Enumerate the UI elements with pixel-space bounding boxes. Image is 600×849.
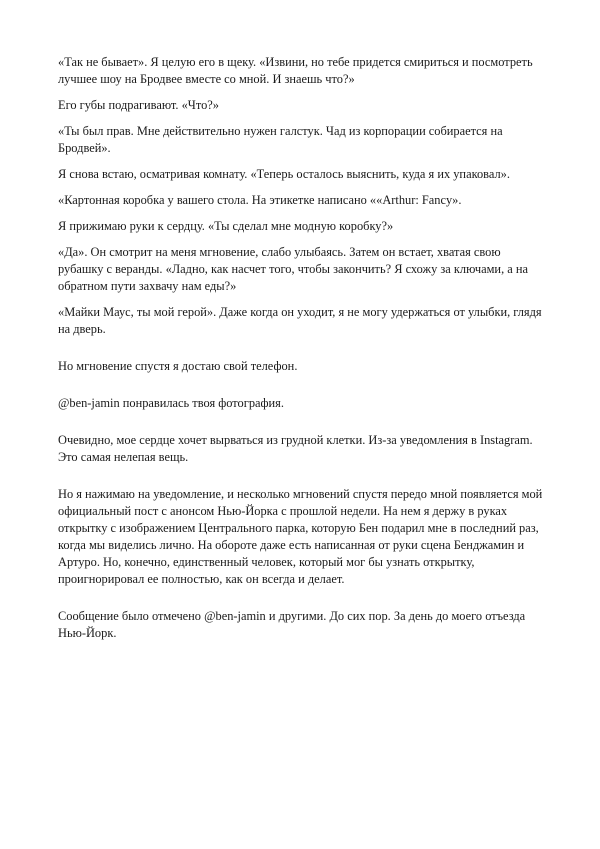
paragraph: «Ты был прав. Мне действительно нужен галстук. Чад из корпорации собирается на Бродвей». — [58, 124, 503, 155]
paragraph: «Да». Он смотрит на меня мгновение, слабо улыбаясь. Затем он встает, хватая свою рубашку с веранды. «Ладно, как насчет того, чтобы закончить? Я схожу за ключами, а на обратном пути захвачу нам еды?» — [58, 245, 528, 293]
paragraph: Я снова встаю, осматривая комнату. «Теперь осталось выяснить, куда я их упаковал». — [58, 167, 510, 181]
paragraph: Сообщение было отмечено @ben-jamin и другими. До сих пор. За день до моего отъезда Нью-Йорк. — [58, 609, 526, 640]
paragraph: «Картонная коробка у вашего стола. На этикетке написано ««Arthur: Fancy». — [58, 193, 462, 207]
paragraph: Но мгновение спустя я достаю свой телефон. — [58, 359, 298, 373]
paragraph: «Так не бывает». Я целую его в щеку. «Извини, но тебе придется смириться и посмотреть лучшее шоу на Бродвее вместе со мной. И знаешь что?» — [58, 55, 533, 86]
paragraph: «Майки Маус, ты мой герой». Даже когда он уходит, я не могу удержаться от улыбки, глядя на дверь. — [58, 305, 542, 336]
paragraph: Очевидно, мое сердце хочет вырваться из грудной клетки. Из-за уведомления в Instagram. Это самая нелепая вещь. — [58, 433, 533, 464]
paragraph: Его губы подрагивают. «Что?» — [58, 98, 220, 112]
paragraph: Я прижимаю руки к сердцу. «Ты сделал мне модную коробку?» — [58, 219, 394, 233]
document-body — [58, 54, 548, 642]
paragraph: @ben-jamin понравилась твоя фотография. — [58, 396, 284, 410]
paragraph: Но я нажимаю на уведомление, и несколько мгновений спустя передо мной появляется мой официальный пост с анонсом Нью-Йорка с прошлой недели. На нем я держу в руках открытку с изображением Центрального парка, которую Бен подарил мне в последний раз, когда мы виделись лично. На обороте даже есть написанная от руки сцена Бенджамин и Артуро. Но, конечно, единственный человек, который мог бы узнать открытку, проигнорировал ее полностью, как он всегда и делает. — [58, 487, 543, 586]
